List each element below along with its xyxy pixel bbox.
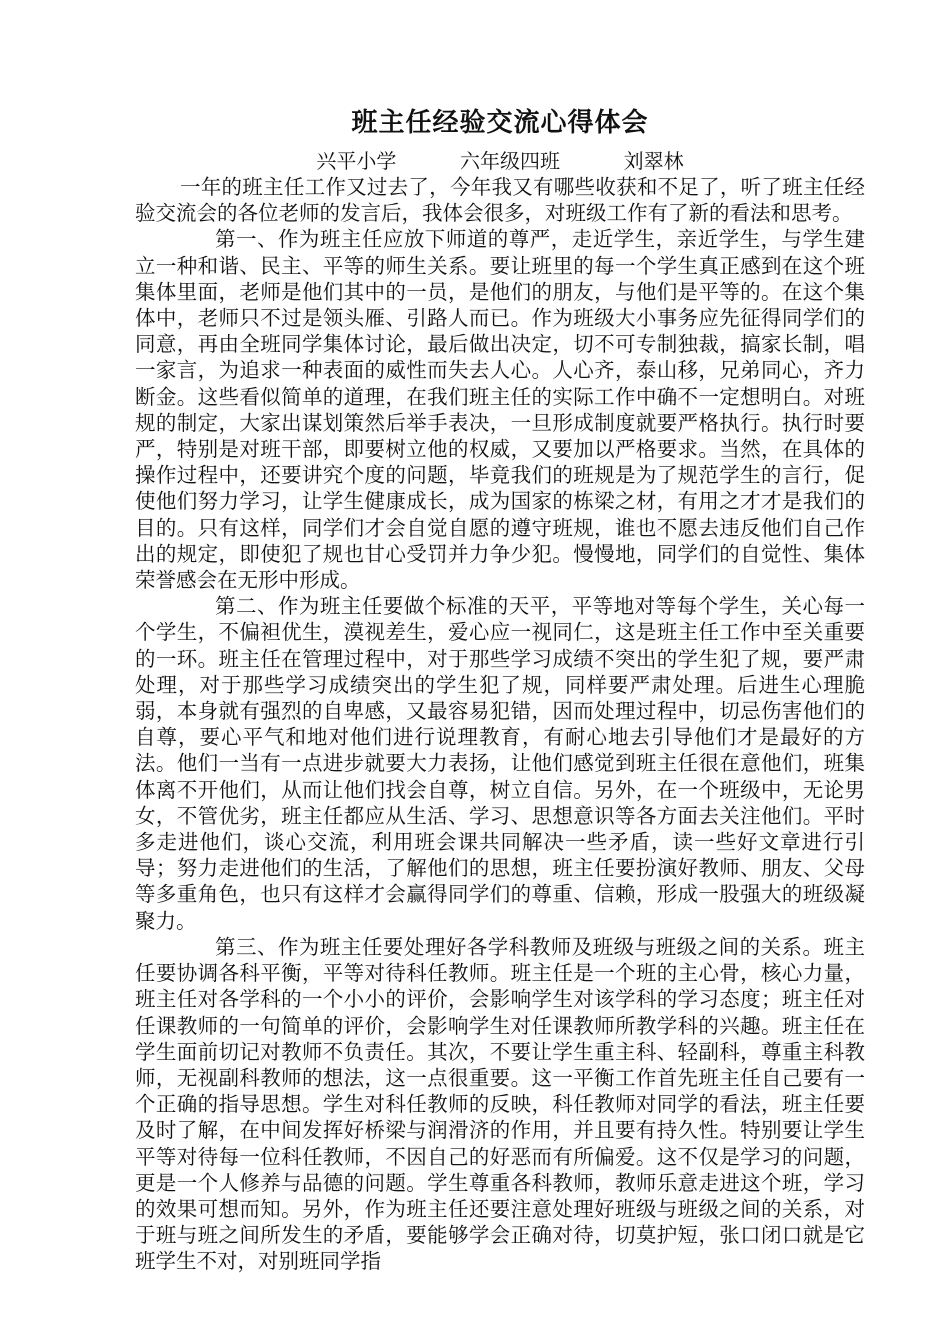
- paragraph-first-point: 第一、作为班主任应放下师道的尊严，走近学生，亲近学生，与学生建立一种和谐、民主、平等的师生关系。要让班里的每一个学生真正感到在这个班集体里面，老师是他们其中的一员，是他们的朋友，与他们是平等的。在这个集体中，老师只不过是领头雁、引路人而已。作为班级大小事务应先征得同学们的同意，再由全班同学集体讨论，最后做出决定，切不可专制独裁，搞家长制，唱一家言，为追求一种表面的威性而失去人心。人心齐，泰山移，兄弟同心，齐力断金。这些看似简单的道理，在我们班主任的实际工作中确不一定想明白。对班规的制定，大家出谋划策然后举手表决，一旦形成制度就要严格执行。执行时要严，特别是对班干部，即要树立他的权威，又要加以严格要求。当然，在具体的操作过程中，还要讲究个度的问题，毕竟我们的班规是为了规范学生的言行，促使他们努力学习，让学生健康成长，成为国家的栋梁之材，有用之才才是我们的目的。只有这样，同学们才会自觉自愿的遵守班规，谁也不愿去违反他们自己作出的规定，即使犯了规也甘心受罚并力争少犯。慢慢地，同学们的自觉性、集体荣誉感会在无形中形成。: [135, 227, 865, 593]
- document-byline: 兴平小学 六年级四班 刘翠林: [316, 149, 684, 173]
- paragraph-intro: 一年的班主任工作又过去了，今年我又有哪些收获和不足了，听了班主任经验交流会的各位老师的发言后，我体会很多，对班级工作有了新的看法和思考。: [135, 175, 865, 226]
- document-page: [135, 102, 865, 1275]
- document-title: 班主任经验交流心得体会: [351, 108, 649, 138]
- paragraph-second-point: 第二、作为班主任要做个标准的天平，平等地对等每个学生，关心每一个学生，不偏袒优生，漠视差生，爱心应一视同仁，这是班主任工作中至关重要的一环。班主任在管理过程中，对于那些学习成绩不突出的学生犯了规，要严肃处理，对于那些学习成绩突出的学生犯了规，同样要严肃处理。后进生心理脆弱，本身就有强烈的自卑感，又最容易犯错，因而处理过程中，切忌伤害他们的自尊，要心平气和地对他们进行说理教育，有耐心地去引导他们才是最好的方法。他们一当有一点进步就要大力表扬，让他们感觉到班主任很在意他们，班集体离不开他们，从而让他们找会自尊，树立自信。另外，在一个班级中，无论男女，不管优劣，班主任都应从生活、学习、思想意识等各方面去关注他们。平时多走进他们，谈心交流，利用班会课共同解决一些矛盾，读一些好文章进行引导；努力走进他们的生活，了解他们的思想，班主任要扮演好教师、朋友、父母等多重角色，也只有这样才会赢得同学们的尊重、信赖，形成一股强大的班级凝聚力。: [135, 594, 865, 933]
- paragraph-third-point: 第三、作为班主任要处理好各学科教师及班级与班级之间的关系。班主任要协调各科平衡，平等对待科任教师。班主任是一个班的主心骨，核心力量，班主任对各学科的一个小小的评价，会影响学生对该学科的学习态度；班主任对任课教师的一句简单的评价，会影响学生对任课教师所教学科的兴趣。班主任在学生面前切记对教师不负责任。其次，不要让学生重主科、轻副科，尊重主科教师，无视副科教师的想法，这一点很重要。这一平衡工作首先班主任自己要有一个正确的指导思想。学生对科任教师的反映，科任教师对同学的看法，班主任要及时了解，在中间发挥好桥梁与润滑济的作用，并且要有持久性。特别要让学生平等对待每一位科任教师，不因自己的好恶而有所偏爱。这不仅是学习的问题，更是一个人修养与品德的问题。学生尊重各科教师，教师乐意走进这个班，学习的效果可想而知。另外，作为班主任还要注意处理好班级与班级之间的关系，对于班与班之间所发生的矛盾，要能够学会正确对待，切莫护短，张口闭口就是它班学生不对，对别班同学指: [135, 934, 865, 1274]
